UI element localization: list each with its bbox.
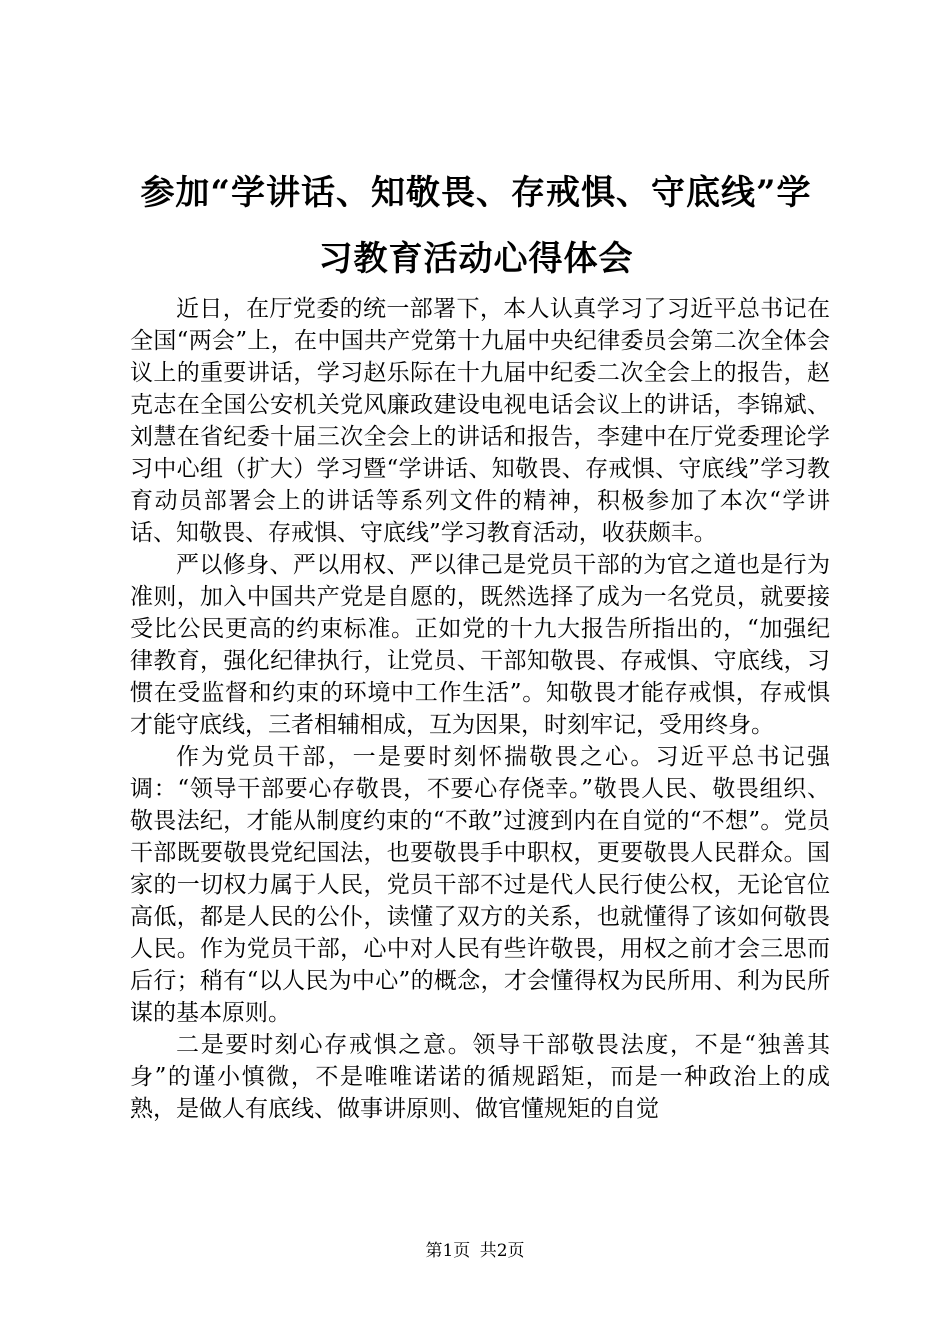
paragraph-1: 近日，在厅党委的统一部署下，本人认真学习了习近平总书记在全国“两会”上，在中国共产党第十九届中央纪律委员会第二次全体会议上的重要讲话，学习赵乐际在十九届中纪委二次全会上的报告，赵克志在全国公安机关党风廉政建设电视电话会议上的讲话，李锦斌、刘慧在省纪委十届三次全会上的讲话和报告，李建中在厅党委理论学习中心组（扩大）学习暨“学讲话、知敬畏、存戒惧、守底线”学习教育动员部署会上的讲话等系列文件的精神，积极参加了本次“学讲话、知敬畏、存戒惧、守底线”学习教育活动，收获颇丰。	[130, 296, 830, 546]
page-number: 第1页	[425, 1241, 471, 1261]
page-total: 共2页	[479, 1241, 525, 1261]
paragraph-4: 二是要时刻心存戒惧之意。领导干部敬畏法度，不是“独善其身”的谨小慎微，不是唯唯诺诺的循规蹈矩，而是一种政治上的成熟，是做人有底线、做事讲原则、做官懂规矩的自觉	[130, 1032, 830, 1122]
page-footer	[0, 1240, 950, 1262]
document-body	[130, 293, 830, 1125]
paragraph-2: 严以修身、严以用权、严以律己是党员干部的为官之道也是行为准则，加入中国共产党是自愿的，既然选择了成为一名党员，就要接受比公民更高的约束标准。正如党的十九大报告所指出的，“加强纪律教育，强化纪律执行，让党员、干部知敬畏、存戒惧、守底线，习惯在受监督和约束的环境中工作生活”。知敬畏才能存戒惧，存戒惧才能守底线，三者相辅相成，互为因果，时刻牢记，受用终身。	[130, 552, 830, 738]
document-title: 参加“学讲话、知敬畏、存戒惧、守底线”学习教育活动心得体会	[140, 173, 812, 279]
paragraph-3: 作为党员干部，一是要时刻怀揣敬畏之心。习近平总书记强调：“领导干部要心存敬畏，不要心存侥幸。”敬畏人民、敬畏组织、敬畏法纪，才能从制度约束的“不敢”过渡到内在自觉的“不想”。党员干部既要敬畏党纪国法，也要敬畏手中职权，更要敬畏人民群众。国家的一切权力属于人民，党员干部不过是代人民行使公权，无论官位高低，都是人民的公仆，读懂了双方的关系，也就懂得了该如何敬畏人民。作为党员干部，心中对人民有些许敬畏，用权之前才会三思而后行；稍有“以人民为中心”的概念，才会懂得权为民所用、利为民所谋的基本原则。	[130, 744, 830, 1026]
